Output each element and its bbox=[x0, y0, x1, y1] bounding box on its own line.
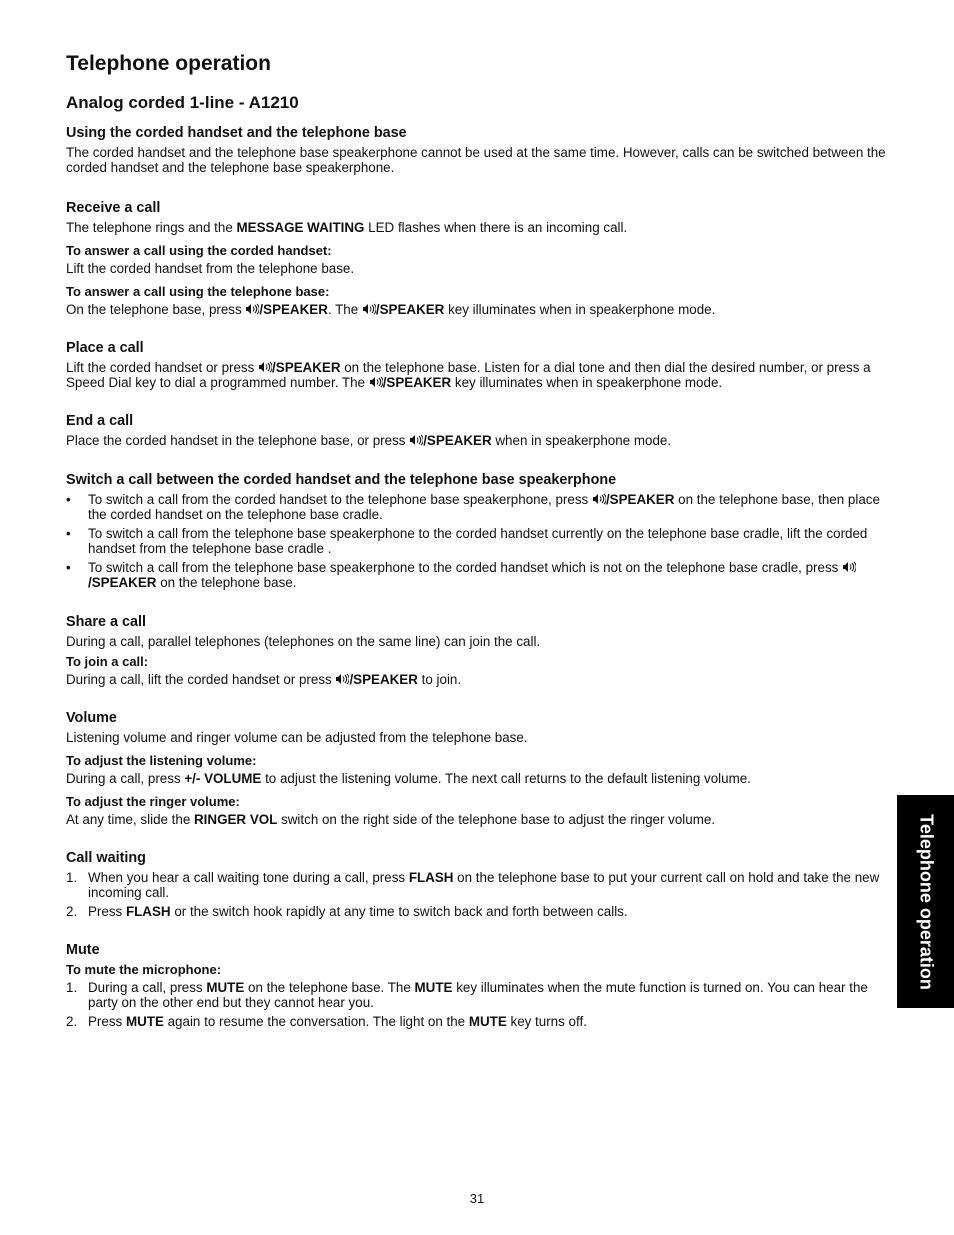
heading-call-waiting: Call waiting bbox=[66, 850, 146, 866]
speaker-icon bbox=[842, 561, 856, 573]
heading-receive-call: Receive a call bbox=[66, 200, 161, 216]
side-tab-label: Telephone operation bbox=[916, 813, 936, 990]
list-item: • To switch a call from the telephone base speakerphone to the corded handset currently on the telephone base cradle, lift the corded handset from the telephone base cradle . bbox=[66, 526, 868, 556]
heading-place-call: Place a call bbox=[66, 340, 144, 356]
heading-end-call: End a call bbox=[66, 413, 134, 429]
text-handset-base: The corded handset and the telephone base speakerphone cannot be used at the same time. However, calls can be switched between the corded handset and the telephone base speakerphone. bbox=[66, 145, 886, 175]
section-title: Analog corded 1-line - A1210 bbox=[66, 93, 299, 112]
heading-share-call: Share a call bbox=[66, 614, 146, 630]
speaker-icon bbox=[258, 361, 272, 373]
heading-mute: Mute bbox=[66, 942, 100, 958]
speaker-icon bbox=[369, 376, 383, 388]
page-number: 31 bbox=[469, 1191, 485, 1206]
text-answer-handset: Lift the corded handset from the telephone base. bbox=[66, 261, 355, 276]
subheading-listening-volume: To adjust the listening volume: bbox=[66, 753, 257, 768]
list-item: • To switch a call from the telephone base speakerphone to the corded handset which is not on the telephone base cradle, press /SPEAKER on the telephone base. bbox=[66, 560, 888, 590]
document-body bbox=[66, 125, 888, 1033]
text-join-call: During a call, lift the corded handset or press /SPEAKER to join. bbox=[66, 672, 462, 687]
text-volume: Listening volume and ringer volume can be adjusted from the telephone base. bbox=[66, 730, 528, 745]
text-ringer-volume: At any time, slide the RINGER VOL switch on the right side of the telephone base to adjust the ringer volume. bbox=[66, 812, 716, 827]
text-share-call: During a call, parallel telephones (telephones on the same line) can join the call. bbox=[66, 634, 541, 649]
mute-list bbox=[66, 980, 888, 1029]
list-item: 1. During a call, press MUTE on the telephone base. The MUTE key illuminates when the mute function is turned on. You can hear the party on the other end but they cannot hear you. bbox=[66, 980, 868, 1010]
subheading-ringer-volume: To adjust the ringer volume: bbox=[66, 794, 240, 809]
heading-volume: Volume bbox=[66, 710, 117, 726]
subheading-join-call: To join a call: bbox=[66, 654, 149, 669]
subheading-answer-base: To answer a call using the telephone base: bbox=[66, 284, 330, 299]
heading-handset-base: Using the corded handset and the telephone base bbox=[66, 125, 407, 141]
list-item: 2. Press MUTE again to resume the conversation. The light on the MUTE key turns off. bbox=[66, 1014, 587, 1029]
subheading-mute-microphone: To mute the microphone: bbox=[66, 962, 222, 977]
text-place-call: Lift the corded handset or press /SPEAKER on the telephone base. Listen for a dial tone and then dial the desired number, or press a Speed Dial key to dial a programmed number. The /SPEAKER key illuminates when in speakerphone mode. bbox=[66, 360, 871, 390]
list-item: 1. When you hear a call waiting tone during a call, press FLASH on the telephone base to put your current call on hold and take the new incoming call. bbox=[66, 870, 880, 900]
speaker-icon bbox=[245, 303, 259, 315]
text-receive-call: The telephone rings and the MESSAGE WAITING LED flashes when there is an incoming call. bbox=[66, 220, 628, 235]
call-waiting-list bbox=[66, 870, 888, 919]
list-item: 2. Press FLASH or the switch hook rapidly at any time to switch back and forth between calls. bbox=[66, 904, 628, 919]
speaker-icon bbox=[409, 434, 423, 446]
speaker-icon bbox=[362, 303, 376, 315]
page-title: Telephone operation bbox=[66, 52, 271, 75]
speaker-icon bbox=[592, 493, 606, 505]
subheading-answer-handset: To answer a call using the corded handset: bbox=[66, 243, 332, 258]
list-item: • To switch a call from the corded handset to the telephone base speakerphone, press /SPEAKER on the telephone base, then place the corded handset on the telephone base cradle. bbox=[66, 492, 880, 522]
switch-call-list bbox=[66, 492, 888, 590]
heading-switch-call: Switch a call between the corded handset and the telephone base speakerphone bbox=[66, 472, 617, 488]
text-listening-volume: During a call, press +/- VOLUME to adjust the listening volume. The next call returns to the default listening volume. bbox=[66, 771, 751, 786]
text-end-call: Place the corded handset in the telephone base, or press /SPEAKER when in speakerphone mode. bbox=[66, 433, 672, 448]
speaker-icon bbox=[335, 673, 349, 685]
text-answer-base: On the telephone base, press /SPEAKER. The /SPEAKER key illuminates when in speakerphone mode. bbox=[66, 302, 716, 317]
side-section-tab bbox=[897, 795, 954, 1008]
